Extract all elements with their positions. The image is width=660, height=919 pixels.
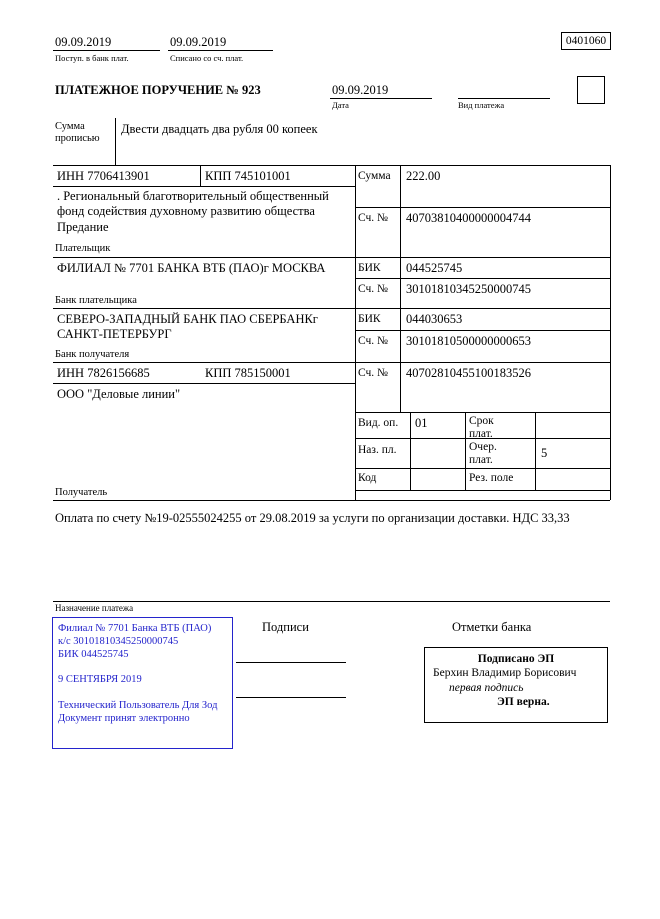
table-line bbox=[400, 165, 401, 412]
payee-section-label: Получатель bbox=[55, 487, 108, 498]
amount-words-value: Двести двадцать два рубля 00 копеек bbox=[121, 122, 318, 136]
table-line bbox=[355, 490, 610, 491]
payment-type-underline bbox=[458, 98, 550, 99]
table-line bbox=[53, 362, 610, 363]
payee-account: 40702810455100183526 bbox=[406, 366, 531, 380]
table-line bbox=[535, 412, 536, 490]
received-date: 09.09.2019 bbox=[55, 35, 112, 49]
payee-inn: ИНН 7826156685 bbox=[57, 366, 150, 380]
payer-bank-account-label: Сч. № bbox=[358, 283, 389, 295]
date-label: Дата bbox=[332, 100, 349, 110]
purpose-label: Назначение платежа bbox=[55, 603, 134, 613]
ocher-plat-value: 5 bbox=[541, 446, 548, 460]
payee-bank-account-label: Сч. № bbox=[358, 335, 389, 347]
stamp-status: Документ принят электронно bbox=[58, 712, 190, 724]
stamp-spacer bbox=[58, 661, 227, 673]
debited-date-underline bbox=[168, 50, 273, 51]
esign-verified: ЭП верна. bbox=[497, 696, 550, 709]
payee-kpp: КПП 785150001 bbox=[205, 366, 291, 380]
stamp-date: 9 СЕНТЯБРЯ 2019 bbox=[58, 674, 142, 686]
esign-box bbox=[424, 647, 608, 723]
received-date-label: Поступ. в банк плат. bbox=[55, 53, 129, 63]
payer-bank-bik-label: БИК bbox=[358, 262, 381, 274]
amount-words-label: Сумма прописью bbox=[55, 121, 100, 145]
date-underline bbox=[330, 98, 432, 99]
table-line bbox=[355, 207, 610, 208]
table-line bbox=[610, 165, 611, 500]
stamp-bank-name: Филиал № 7701 Банка ВТБ (ПАО) bbox=[58, 623, 212, 634]
table-line bbox=[355, 330, 610, 331]
esign-name: Берхин Владимир Борисович bbox=[433, 667, 577, 680]
esign-title: Подписано ЭП bbox=[477, 653, 555, 665]
status-code-box bbox=[577, 76, 605, 104]
document-title: ПЛАТЕЖНОЕ ПОРУЧЕНИЕ № 923 bbox=[55, 83, 261, 97]
payer-bank-section-label: Банк плательщика bbox=[55, 295, 137, 306]
table-line bbox=[410, 412, 411, 490]
table-line bbox=[53, 186, 355, 187]
payee-account-label: Сч. № bbox=[358, 367, 389, 379]
form-code-box: 0401060 bbox=[561, 32, 611, 50]
payer-account-label: Сч. № bbox=[358, 212, 389, 224]
document-date: 09.09.2019 bbox=[332, 83, 389, 97]
amount-words-divider bbox=[115, 118, 116, 165]
payee-bank-bik: 044030653 bbox=[406, 312, 463, 326]
payee-name: ООО "Деловые линии" bbox=[57, 387, 181, 401]
table-line bbox=[53, 257, 610, 258]
ocher-plat-label: Очер. плат. bbox=[469, 441, 497, 467]
payment-type-label: Вид платежа bbox=[458, 100, 505, 110]
table-line bbox=[53, 308, 610, 309]
purpose-text: Оплата по счету №19-02555024255 от 29.08.2019 за услуги по организации доставки. НДС 33,33 bbox=[55, 511, 570, 525]
table-line bbox=[53, 165, 610, 166]
payer-name: . Региональный благотворительный общественный фонд содействия духовному развитию общества Предание bbox=[57, 189, 329, 234]
payer-kpp: КПП 745101001 bbox=[205, 169, 291, 183]
payer-bank-name: ФИЛИАЛ № 7701 БАНКА ВТБ (ПАО)г МОСКВА bbox=[57, 261, 326, 275]
table-line bbox=[53, 500, 610, 501]
payer-account: 40703810400000004744 bbox=[406, 211, 531, 225]
purpose-underline bbox=[53, 601, 610, 602]
payee-bank-name: СЕВЕРО-ЗАПАДНЫЙ БАНК ПАО СБЕРБАНКг САНКТ-ПЕТЕРБУРГ bbox=[57, 312, 318, 342]
payer-bank-bik: 044525745 bbox=[406, 261, 463, 275]
esign-role: первая подпись bbox=[449, 681, 524, 694]
signature-line-2 bbox=[236, 697, 346, 698]
kod-label: Код bbox=[358, 472, 377, 484]
table-line bbox=[355, 412, 610, 413]
payee-bank-bik-label: БИК bbox=[358, 313, 381, 325]
payer-section-label: Плательщик bbox=[55, 243, 111, 254]
debited-date: 09.09.2019 bbox=[170, 35, 227, 49]
amount-label: Сумма bbox=[358, 170, 391, 182]
bank-marks-label: Отметки банка bbox=[452, 620, 532, 634]
signature-line-1 bbox=[236, 662, 346, 663]
table-line bbox=[200, 165, 201, 186]
srok-plat-label: Срок плат. bbox=[469, 415, 494, 441]
payer-inn: ИНН 7706413901 bbox=[57, 169, 150, 183]
rez-pole-label: Рез. поле bbox=[469, 472, 514, 484]
vid-op-label: Вид. оп. bbox=[358, 417, 399, 429]
naz-pl-label: Наз. пл. bbox=[358, 444, 397, 456]
amount-value: 222.00 bbox=[406, 169, 441, 183]
table-line bbox=[53, 383, 355, 384]
table-line bbox=[465, 412, 466, 490]
payee-bank-account: 30101810500000000653 bbox=[406, 334, 531, 348]
payer-bank-account: 30101810345250000745 bbox=[406, 282, 531, 296]
received-date-underline bbox=[53, 50, 160, 51]
stamp-bik: БИК 044525745 bbox=[58, 649, 129, 661]
payee-bank-section-label: Банк получателя bbox=[55, 349, 130, 360]
table-line bbox=[355, 468, 610, 469]
stamp-corr-account: к/с 30101810345250000745 bbox=[58, 636, 179, 648]
bank-stamp bbox=[52, 617, 233, 749]
signatures-label: Подписи bbox=[262, 620, 309, 634]
table-line bbox=[355, 278, 610, 279]
debited-date-label: Списано со сч. плат. bbox=[170, 53, 244, 63]
stamp-operator: Технический Пользователь Для Зод bbox=[58, 699, 218, 711]
vid-op-value: 01 bbox=[415, 416, 428, 430]
stamp-spacer bbox=[58, 687, 227, 699]
